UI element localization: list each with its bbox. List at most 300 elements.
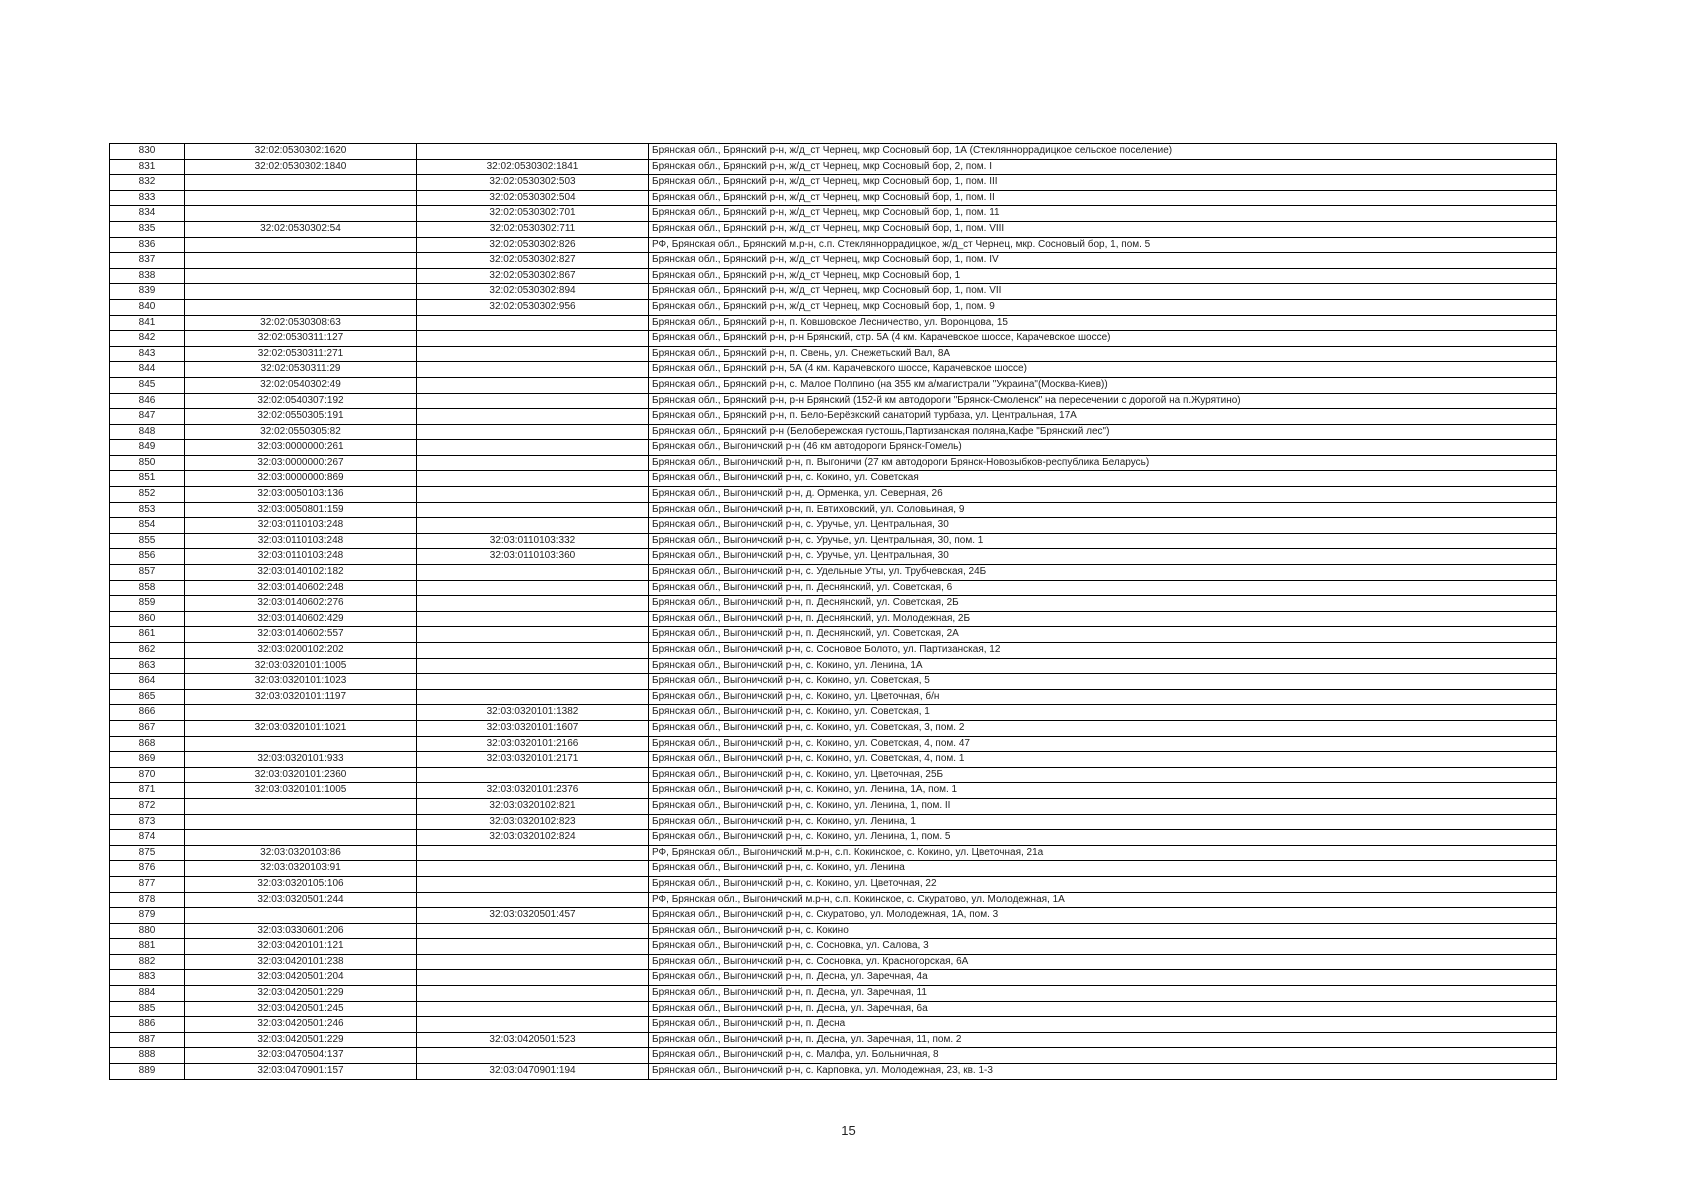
- premises-cadastral-number-cell: 32:03:0320101:1382: [417, 705, 649, 721]
- table-row: [110, 658, 1557, 674]
- premises-cadastral-number-cell: 32:02:0530302:503: [417, 175, 649, 191]
- cadastral-number-cell: 32:02:0530302:1840: [185, 159, 417, 175]
- premises-cadastral-number-cell: [417, 767, 649, 783]
- address-cell: Брянская обл., Выгоничский р-н, с. Кокино, ул. Ленина, 1, пом. 5: [649, 830, 1557, 846]
- row-number-cell: 830: [110, 144, 185, 160]
- cadastral-number-cell: [185, 705, 417, 721]
- address-cell: Брянская обл., Выгоничский р-н, п. Деснянский, ул. Советская, 2Б: [649, 596, 1557, 612]
- premises-cadastral-number-cell: 32:02:0530302:1841: [417, 159, 649, 175]
- row-number-cell: 837: [110, 253, 185, 269]
- cadastral-number-cell: 32:02:0530302:1620: [185, 144, 417, 160]
- premises-cadastral-number-cell: [417, 674, 649, 690]
- premises-cadastral-number-cell: 32:03:0320101:2376: [417, 783, 649, 799]
- premises-cadastral-number-cell: [417, 346, 649, 362]
- table-row: [110, 611, 1557, 627]
- premises-cadastral-number-cell: [417, 1017, 649, 1033]
- table-row: [110, 159, 1557, 175]
- address-cell: Брянская обл., Выгоничский р-н, п. Деснянский, ул. Молодежная, 2Б: [649, 611, 1557, 627]
- premises-cadastral-number-cell: 32:02:0530302:867: [417, 268, 649, 284]
- cadastral-number-cell: 32:03:0320105:106: [185, 876, 417, 892]
- row-number-cell: 857: [110, 565, 185, 581]
- premises-cadastral-number-cell: [417, 144, 649, 160]
- cadastral-number-cell: 32:03:0320101:933: [185, 752, 417, 768]
- address-cell: Брянская обл., Брянский р-н, п. Свень, ул. Снежетьский Вал, 8А: [649, 346, 1557, 362]
- address-cell: Брянская обл., Выгоничский р-н, с. Уручье, ул. Центральная, 30: [649, 549, 1557, 565]
- premises-cadastral-number-cell: [417, 471, 649, 487]
- address-cell: Брянская обл., Выгоничский р-н, с. Кокино, ул. Цветочная, 25Б: [649, 767, 1557, 783]
- address-cell: Брянская обл., Брянский р-н, ж/д_ст Чернец, мкр Сосновый бор, 1: [649, 268, 1557, 284]
- property-table: [109, 143, 1557, 1080]
- table-row: [110, 144, 1557, 160]
- address-cell: Брянская обл., Выгоничский р-н, с. Сосновка, ул. Салова, 3: [649, 939, 1557, 955]
- address-cell: Брянская обл., Выгоничский р-н, с. Кокино: [649, 923, 1557, 939]
- table-row: [110, 409, 1557, 425]
- table-row: [110, 206, 1557, 222]
- row-number-cell: 871: [110, 783, 185, 799]
- address-cell: Брянская обл., Выгоничский р-н, с. Сосновое Болото, ул. Партизанская, 12: [649, 643, 1557, 659]
- table-row: [110, 596, 1557, 612]
- premises-cadastral-number-cell: 32:03:0320101:1607: [417, 720, 649, 736]
- premises-cadastral-number-cell: 32:03:0320501:457: [417, 908, 649, 924]
- table-row: [110, 798, 1557, 814]
- premises-cadastral-number-cell: [417, 892, 649, 908]
- row-number-cell: 874: [110, 830, 185, 846]
- premises-cadastral-number-cell: [417, 565, 649, 581]
- row-number-cell: 880: [110, 923, 185, 939]
- address-cell: Брянская обл., Брянский р-н, п. Ковшовское Лесничество, ул. Воронцова, 15: [649, 315, 1557, 331]
- address-cell: Брянская обл., Брянский р-н, 5А (4 км. Карачевского шоссе, Карачевское шоссе): [649, 362, 1557, 378]
- cadastral-number-cell: 32:03:0320101:1005: [185, 658, 417, 674]
- cadastral-number-cell: 32:02:0530311:29: [185, 362, 417, 378]
- cadastral-number-cell: 32:02:0530311:271: [185, 346, 417, 362]
- cadastral-number-cell: 32:03:0140602:248: [185, 580, 417, 596]
- cadastral-number-cell: 32:03:0000000:267: [185, 455, 417, 471]
- address-cell: Брянская обл., Выгоничский р-н, с. Кокино, ул. Советская: [649, 471, 1557, 487]
- cadastral-number-cell: 32:03:0140602:557: [185, 627, 417, 643]
- cadastral-number-cell: [185, 299, 417, 315]
- row-number-cell: 841: [110, 315, 185, 331]
- address-cell: Брянская обл., Выгоничский р-н, с. Уручье, ул. Центральная, 30: [649, 518, 1557, 534]
- cadastral-number-cell: 32:03:0050801:159: [185, 502, 417, 518]
- table-row: [110, 845, 1557, 861]
- address-cell: Брянская обл., Выгоничский р-н, с. Кокино, ул. Ленина, 1: [649, 814, 1557, 830]
- table-row: [110, 518, 1557, 534]
- address-cell: Брянская обл., Брянский р-н, ж/д_ст Чернец, мкр Сосновый бор, 1А (Стеклянноррадицкое сельское поселение): [649, 144, 1557, 160]
- premises-cadastral-number-cell: [417, 377, 649, 393]
- cadastral-number-cell: 32:03:0000000:869: [185, 471, 417, 487]
- row-number-cell: 869: [110, 752, 185, 768]
- premises-cadastral-number-cell: [417, 455, 649, 471]
- premises-cadastral-number-cell: [417, 487, 649, 503]
- cadastral-number-cell: 32:03:0110103:248: [185, 533, 417, 549]
- table-row: [110, 970, 1557, 986]
- cadastral-number-cell: 32:03:0140602:429: [185, 611, 417, 627]
- row-number-cell: 864: [110, 674, 185, 690]
- row-number-cell: 834: [110, 206, 185, 222]
- cadastral-number-cell: [185, 736, 417, 752]
- cadastral-number-cell: 32:03:0320101:1197: [185, 689, 417, 705]
- premises-cadastral-number-cell: [417, 502, 649, 518]
- address-cell: Брянская обл., Выгоничский р-н, п. Десна, ул. Заречная, 11: [649, 986, 1557, 1002]
- cadastral-number-cell: [185, 268, 417, 284]
- row-number-cell: 862: [110, 643, 185, 659]
- cadastral-number-cell: 32:03:0420101:238: [185, 954, 417, 970]
- row-number-cell: 872: [110, 798, 185, 814]
- row-number-cell: 845: [110, 377, 185, 393]
- row-number-cell: 881: [110, 939, 185, 955]
- cadastral-number-cell: [185, 814, 417, 830]
- cadastral-number-cell: 32:02:0530311:127: [185, 331, 417, 347]
- row-number-cell: 886: [110, 1017, 185, 1033]
- address-cell: Брянская обл., Брянский р-н, ж/д_ст Чернец, мкр Сосновый бор, 1, пом. VIII: [649, 221, 1557, 237]
- table-row: [110, 533, 1557, 549]
- table-row: [110, 440, 1557, 456]
- table-row: [110, 1032, 1557, 1048]
- premises-cadastral-number-cell: [417, 596, 649, 612]
- cadastral-number-cell: [185, 237, 417, 253]
- table-row: [110, 1017, 1557, 1033]
- row-number-cell: 846: [110, 393, 185, 409]
- table-row: [110, 346, 1557, 362]
- cadastral-number-cell: 32:02:0550305:191: [185, 409, 417, 425]
- cadastral-number-cell: 32:03:0320101:1021: [185, 720, 417, 736]
- cadastral-number-cell: 32:02:0530308:63: [185, 315, 417, 331]
- row-number-cell: 856: [110, 549, 185, 565]
- table-row: [110, 299, 1557, 315]
- row-number-cell: 858: [110, 580, 185, 596]
- address-cell: Брянская обл., Выгоничский р-н, с. Малфа, ул. Больничная, 8: [649, 1048, 1557, 1064]
- premises-cadastral-number-cell: [417, 409, 649, 425]
- table-row: [110, 487, 1557, 503]
- table-row: [110, 783, 1557, 799]
- row-number-cell: 838: [110, 268, 185, 284]
- cadastral-number-cell: 32:02:0540307:192: [185, 393, 417, 409]
- table-row: [110, 455, 1557, 471]
- row-number-cell: 840: [110, 299, 185, 315]
- cadastral-number-cell: 32:03:0320103:91: [185, 861, 417, 877]
- cadastral-number-cell: 32:03:0420501:245: [185, 1001, 417, 1017]
- row-number-cell: 867: [110, 720, 185, 736]
- row-number-cell: 889: [110, 1064, 185, 1080]
- table-row: [110, 549, 1557, 565]
- cadastral-number-cell: [185, 830, 417, 846]
- cadastral-number-cell: 32:03:0470504:137: [185, 1048, 417, 1064]
- premises-cadastral-number-cell: 32:02:0530302:711: [417, 221, 649, 237]
- row-number-cell: 883: [110, 970, 185, 986]
- address-cell: Брянская обл., Выгоничский р-н, с. Сосновка, ул. Красногорская, 6А: [649, 954, 1557, 970]
- address-cell: Брянская обл., Выгоничский р-н, п. Десна, ул. Заречная, 11, пом. 2: [649, 1032, 1557, 1048]
- row-number-cell: 835: [110, 221, 185, 237]
- cadastral-number-cell: 32:03:0140102:182: [185, 565, 417, 581]
- address-cell: Брянская обл., Выгоничский р-н, с. Кокино, ул. Цветочная, б/н: [649, 689, 1557, 705]
- table-row: [110, 221, 1557, 237]
- address-cell: Брянская обл., Выгоничский р-н, с. Скуратово, ул. Молодежная, 1А, пом. 3: [649, 908, 1557, 924]
- address-cell: Брянская обл., Выгоничский р-н, с. Кокино, ул. Цветочная, 22: [649, 876, 1557, 892]
- row-number-cell: 888: [110, 1048, 185, 1064]
- row-number-cell: 873: [110, 814, 185, 830]
- premises-cadastral-number-cell: 32:03:0320101:2171: [417, 752, 649, 768]
- table-row: [110, 393, 1557, 409]
- row-number-cell: 878: [110, 892, 185, 908]
- address-cell: Брянская обл., Выгоничский р-н, с. Кокино, ул. Ленина, 1, пом. II: [649, 798, 1557, 814]
- table-row: [110, 284, 1557, 300]
- address-cell: Брянская обл., Выгоничский р-н, с. Кокино, ул. Советская, 5: [649, 674, 1557, 690]
- address-cell: Брянская обл., Выгоничский р-н (46 км автодороги Брянск-Гомель): [649, 440, 1557, 456]
- table-row: [110, 1001, 1557, 1017]
- premises-cadastral-number-cell: 32:03:0320102:823: [417, 814, 649, 830]
- table-row: [110, 752, 1557, 768]
- premises-cadastral-number-cell: [417, 611, 649, 627]
- cadastral-number-cell: 32:03:0200102:202: [185, 643, 417, 659]
- premises-cadastral-number-cell: 32:03:0320102:824: [417, 830, 649, 846]
- table-row: [110, 580, 1557, 596]
- address-cell: Брянская обл., Выгоничский р-н, п. Десна, ул. Заречная, 6а: [649, 1001, 1557, 1017]
- cadastral-number-cell: 32:03:0320501:244: [185, 892, 417, 908]
- table-row: [110, 939, 1557, 955]
- table-row: [110, 565, 1557, 581]
- row-number-cell: 848: [110, 424, 185, 440]
- row-number-cell: 879: [110, 908, 185, 924]
- cadastral-number-cell: 32:03:0330601:206: [185, 923, 417, 939]
- cadastral-number-cell: 32:03:0050103:136: [185, 487, 417, 503]
- premises-cadastral-number-cell: 32:02:0530302:826: [417, 237, 649, 253]
- premises-cadastral-number-cell: [417, 440, 649, 456]
- premises-cadastral-number-cell: [417, 518, 649, 534]
- premises-cadastral-number-cell: [417, 1001, 649, 1017]
- premises-cadastral-number-cell: 32:02:0530302:827: [417, 253, 649, 269]
- premises-cadastral-number-cell: [417, 627, 649, 643]
- premises-cadastral-number-cell: [417, 424, 649, 440]
- address-cell: Брянская обл., Брянский р-н, с. Малое Полпино (на 355 км а/магистрали "Украина"(Москва-Киев)): [649, 377, 1557, 393]
- premises-cadastral-number-cell: 32:02:0530302:894: [417, 284, 649, 300]
- row-number-cell: 876: [110, 861, 185, 877]
- table-row: [110, 190, 1557, 206]
- address-cell: Брянская обл., Брянский р-н, ж/д_ст Чернец, мкр Сосновый бор, 1, пом. II: [649, 190, 1557, 206]
- table-row: [110, 377, 1557, 393]
- cadastral-number-cell: [185, 798, 417, 814]
- row-number-cell: 870: [110, 767, 185, 783]
- premises-cadastral-number-cell: [417, 362, 649, 378]
- premises-cadastral-number-cell: 32:03:0110103:332: [417, 533, 649, 549]
- row-number-cell: 849: [110, 440, 185, 456]
- premises-cadastral-number-cell: 32:03:0320102:821: [417, 798, 649, 814]
- premises-cadastral-number-cell: [417, 580, 649, 596]
- table-row: [110, 736, 1557, 752]
- table-row: [110, 876, 1557, 892]
- address-cell: Брянская обл., Выгоничский р-н, с. Уручье, ул. Центральная, 30, пом. 1: [649, 533, 1557, 549]
- cadastral-number-cell: [185, 908, 417, 924]
- table-body: [110, 144, 1557, 1080]
- row-number-cell: 861: [110, 627, 185, 643]
- table-row: [110, 861, 1557, 877]
- row-number-cell: 836: [110, 237, 185, 253]
- table-row: [110, 674, 1557, 690]
- table-row: [110, 471, 1557, 487]
- premises-cadastral-number-cell: [417, 658, 649, 674]
- row-number-cell: 884: [110, 986, 185, 1002]
- address-cell: Брянская обл., Выгоничский р-н, п. Десна, ул. Заречная, 4а: [649, 970, 1557, 986]
- cadastral-number-cell: [185, 284, 417, 300]
- address-cell: Брянская обл., Выгоничский р-н, п. Деснянский, ул. Советская, 2А: [649, 627, 1557, 643]
- table-row: [110, 1064, 1557, 1080]
- cadastral-number-cell: 32:03:0420501:229: [185, 1032, 417, 1048]
- row-number-cell: 866: [110, 705, 185, 721]
- table-row: [110, 892, 1557, 908]
- table-row: [110, 627, 1557, 643]
- table-row: [110, 331, 1557, 347]
- cadastral-number-cell: 32:03:0320101:2360: [185, 767, 417, 783]
- premises-cadastral-number-cell: [417, 861, 649, 877]
- row-number-cell: 875: [110, 845, 185, 861]
- address-cell: РФ, Брянская обл., Выгоничский м.р-н, с.п. Кокинское, с. Скуратово, ул. Молодежная, 1А: [649, 892, 1557, 908]
- table-row: [110, 814, 1557, 830]
- address-cell: Брянская обл., Выгоничский р-н, с. Удельные Уты, ул. Трубчевская, 24Б: [649, 565, 1557, 581]
- premises-cadastral-number-cell: 32:03:0420501:523: [417, 1032, 649, 1048]
- row-number-cell: 832: [110, 175, 185, 191]
- cadastral-number-cell: [185, 190, 417, 206]
- row-number-cell: 868: [110, 736, 185, 752]
- table-row: [110, 424, 1557, 440]
- table-row: [110, 237, 1557, 253]
- row-number-cell: 850: [110, 455, 185, 471]
- row-number-cell: 853: [110, 502, 185, 518]
- address-cell: РФ, Брянская обл., Брянский м.р-н, с.п. Стеклянноррадицкое, ж/д_ст Чернец, мкр. Сосновый бор, 1, пом. 5: [649, 237, 1557, 253]
- premises-cadastral-number-cell: [417, 315, 649, 331]
- cadastral-number-cell: [185, 175, 417, 191]
- premises-cadastral-number-cell: [417, 689, 649, 705]
- table-row: [110, 253, 1557, 269]
- premises-cadastral-number-cell: 32:02:0530302:701: [417, 206, 649, 222]
- table-row: [110, 643, 1557, 659]
- cadastral-number-cell: [185, 206, 417, 222]
- premises-cadastral-number-cell: [417, 393, 649, 409]
- address-cell: Брянская обл., Брянский р-н (Белобережская густошь,Партизанская поляна,Кафе "Брянский лес"): [649, 424, 1557, 440]
- row-number-cell: 854: [110, 518, 185, 534]
- cadastral-number-cell: 32:03:0420501:246: [185, 1017, 417, 1033]
- address-cell: Брянская обл., Брянский р-н, р-н Брянский, стр. 5А (4 км. Карачевское шоссе, Карачевское шоссе): [649, 331, 1557, 347]
- row-number-cell: 831: [110, 159, 185, 175]
- row-number-cell: 860: [110, 611, 185, 627]
- table-row: [110, 1048, 1557, 1064]
- cadastral-number-cell: 32:03:0110103:248: [185, 518, 417, 534]
- premises-cadastral-number-cell: [417, 939, 649, 955]
- cadastral-number-cell: 32:03:0110103:248: [185, 549, 417, 565]
- table-row: [110, 767, 1557, 783]
- row-number-cell: 842: [110, 331, 185, 347]
- address-cell: Брянская обл., Выгоничский р-н, с. Кокино, ул. Ленина, 1А, пом. 1: [649, 783, 1557, 799]
- table-row: [110, 362, 1557, 378]
- row-number-cell: 855: [110, 533, 185, 549]
- premises-cadastral-number-cell: [417, 923, 649, 939]
- table-row: [110, 502, 1557, 518]
- address-cell: Брянская обл., Выгоничский р-н, с. Кокино, ул. Советская, 4, пом. 47: [649, 736, 1557, 752]
- cadastral-number-cell: 32:02:0530302:54: [185, 221, 417, 237]
- table-row: [110, 986, 1557, 1002]
- address-cell: Брянская обл., Выгоничский р-н, д. Орменка, ул. Северная, 26: [649, 487, 1557, 503]
- address-cell: Брянская обл., Выгоничский р-н, п. Десна: [649, 1017, 1557, 1033]
- row-number-cell: 885: [110, 1001, 185, 1017]
- row-number-cell: 877: [110, 876, 185, 892]
- table-row: [110, 705, 1557, 721]
- row-number-cell: 865: [110, 689, 185, 705]
- cadastral-number-cell: 32:03:0320101:1005: [185, 783, 417, 799]
- premises-cadastral-number-cell: [417, 954, 649, 970]
- address-cell: Брянская обл., Брянский р-н, ж/д_ст Чернец, мкр Сосновый бор, 2, пом. I: [649, 159, 1557, 175]
- table-row: [110, 268, 1557, 284]
- address-cell: Брянская обл., Брянский р-н, ж/д_ст Чернец, мкр Сосновый бор, 1, пом. 11: [649, 206, 1557, 222]
- premises-cadastral-number-cell: 32:03:0320101:2166: [417, 736, 649, 752]
- address-cell: Брянская обл., Выгоничский р-н, п. Выгоничи (27 км автодороги Брянск-Новозыбков-республика Беларусь): [649, 455, 1557, 471]
- row-number-cell: 843: [110, 346, 185, 362]
- premises-cadastral-number-cell: 32:03:0470901:194: [417, 1064, 649, 1080]
- table-row: [110, 830, 1557, 846]
- cadastral-number-cell: 32:03:0000000:261: [185, 440, 417, 456]
- row-number-cell: 852: [110, 487, 185, 503]
- address-cell: Брянская обл., Выгоничский р-н, с. Кокино, ул. Ленина, 1А: [649, 658, 1557, 674]
- address-cell: Брянская обл., Выгоничский р-н, с. Кокино, ул. Советская, 1: [649, 705, 1557, 721]
- cadastral-number-cell: 32:03:0420501:204: [185, 970, 417, 986]
- table-row: [110, 175, 1557, 191]
- row-number-cell: 863: [110, 658, 185, 674]
- premises-cadastral-number-cell: [417, 1048, 649, 1064]
- row-number-cell: 844: [110, 362, 185, 378]
- table-row: [110, 720, 1557, 736]
- premises-cadastral-number-cell: 32:03:0110103:360: [417, 549, 649, 565]
- address-cell: Брянская обл., Брянский р-н, ж/д_ст Чернец, мкр Сосновый бор, 1, пом. III: [649, 175, 1557, 191]
- row-number-cell: 847: [110, 409, 185, 425]
- page-number: 15: [841, 1123, 856, 1138]
- premises-cadastral-number-cell: [417, 970, 649, 986]
- address-cell: Брянская обл., Выгоничский р-н, п. Евтиховский, ул. Соловьиная, 9: [649, 502, 1557, 518]
- row-number-cell: 833: [110, 190, 185, 206]
- row-number-cell: 839: [110, 284, 185, 300]
- premises-cadastral-number-cell: [417, 643, 649, 659]
- table-row: [110, 689, 1557, 705]
- cadastral-number-cell: 32:03:0140602:276: [185, 596, 417, 612]
- row-number-cell: 882: [110, 954, 185, 970]
- cadastral-number-cell: [185, 253, 417, 269]
- premises-cadastral-number-cell: [417, 986, 649, 1002]
- address-cell: Брянская обл., Брянский р-н, ж/д_ст Чернец, мкр Сосновый бор, 1, пом. 9: [649, 299, 1557, 315]
- address-cell: Брянская обл., Брянский р-н, п. Бело-Берёзкский санаторий турбаза, ул. Центральная, 17А: [649, 409, 1557, 425]
- address-cell: Брянская обл., Выгоничский р-н, с. Карповка, ул. Молодежная, 23, кв. 1-3: [649, 1064, 1557, 1080]
- table-row: [110, 923, 1557, 939]
- address-cell: Брянская обл., Выгоничский р-н, п. Деснянский, ул. Советская, 6: [649, 580, 1557, 596]
- cadastral-number-cell: 32:03:0420501:229: [185, 986, 417, 1002]
- cadastral-number-cell: 32:02:0540302:49: [185, 377, 417, 393]
- table-row: [110, 954, 1557, 970]
- premises-cadastral-number-cell: [417, 845, 649, 861]
- row-number-cell: 859: [110, 596, 185, 612]
- premises-cadastral-number-cell: 32:02:0530302:956: [417, 299, 649, 315]
- premises-cadastral-number-cell: [417, 876, 649, 892]
- address-cell: Брянская обл., Выгоничский р-н, с. Кокино, ул. Ленина: [649, 861, 1557, 877]
- address-cell: Брянская обл., Выгоничский р-н, с. Кокино, ул. Советская, 3, пом. 2: [649, 720, 1557, 736]
- premises-cadastral-number-cell: [417, 331, 649, 347]
- address-cell: Брянская обл., Выгоничский р-н, с. Кокино, ул. Советская, 4, пом. 1: [649, 752, 1557, 768]
- address-cell: Брянская обл., Брянский р-н, р-н Брянский (152-й км автодороги "Брянск-Смоленск" на пересечении с дорогой на п.Журятино): [649, 393, 1557, 409]
- cadastral-number-cell: 32:02:0550305:82: [185, 424, 417, 440]
- row-number-cell: 887: [110, 1032, 185, 1048]
- address-cell: РФ, Брянская обл., Выгоничский м.р-н, с.п. Кокинское, с. Кокино, ул. Цветочная, 21а: [649, 845, 1557, 861]
- cadastral-number-cell: 32:03:0470901:157: [185, 1064, 417, 1080]
- table-row: [110, 908, 1557, 924]
- cadastral-number-cell: 32:03:0420101:121: [185, 939, 417, 955]
- table-row: [110, 315, 1557, 331]
- premises-cadastral-number-cell: 32:02:0530302:504: [417, 190, 649, 206]
- cadastral-number-cell: 32:03:0320103:86: [185, 845, 417, 861]
- row-number-cell: 851: [110, 471, 185, 487]
